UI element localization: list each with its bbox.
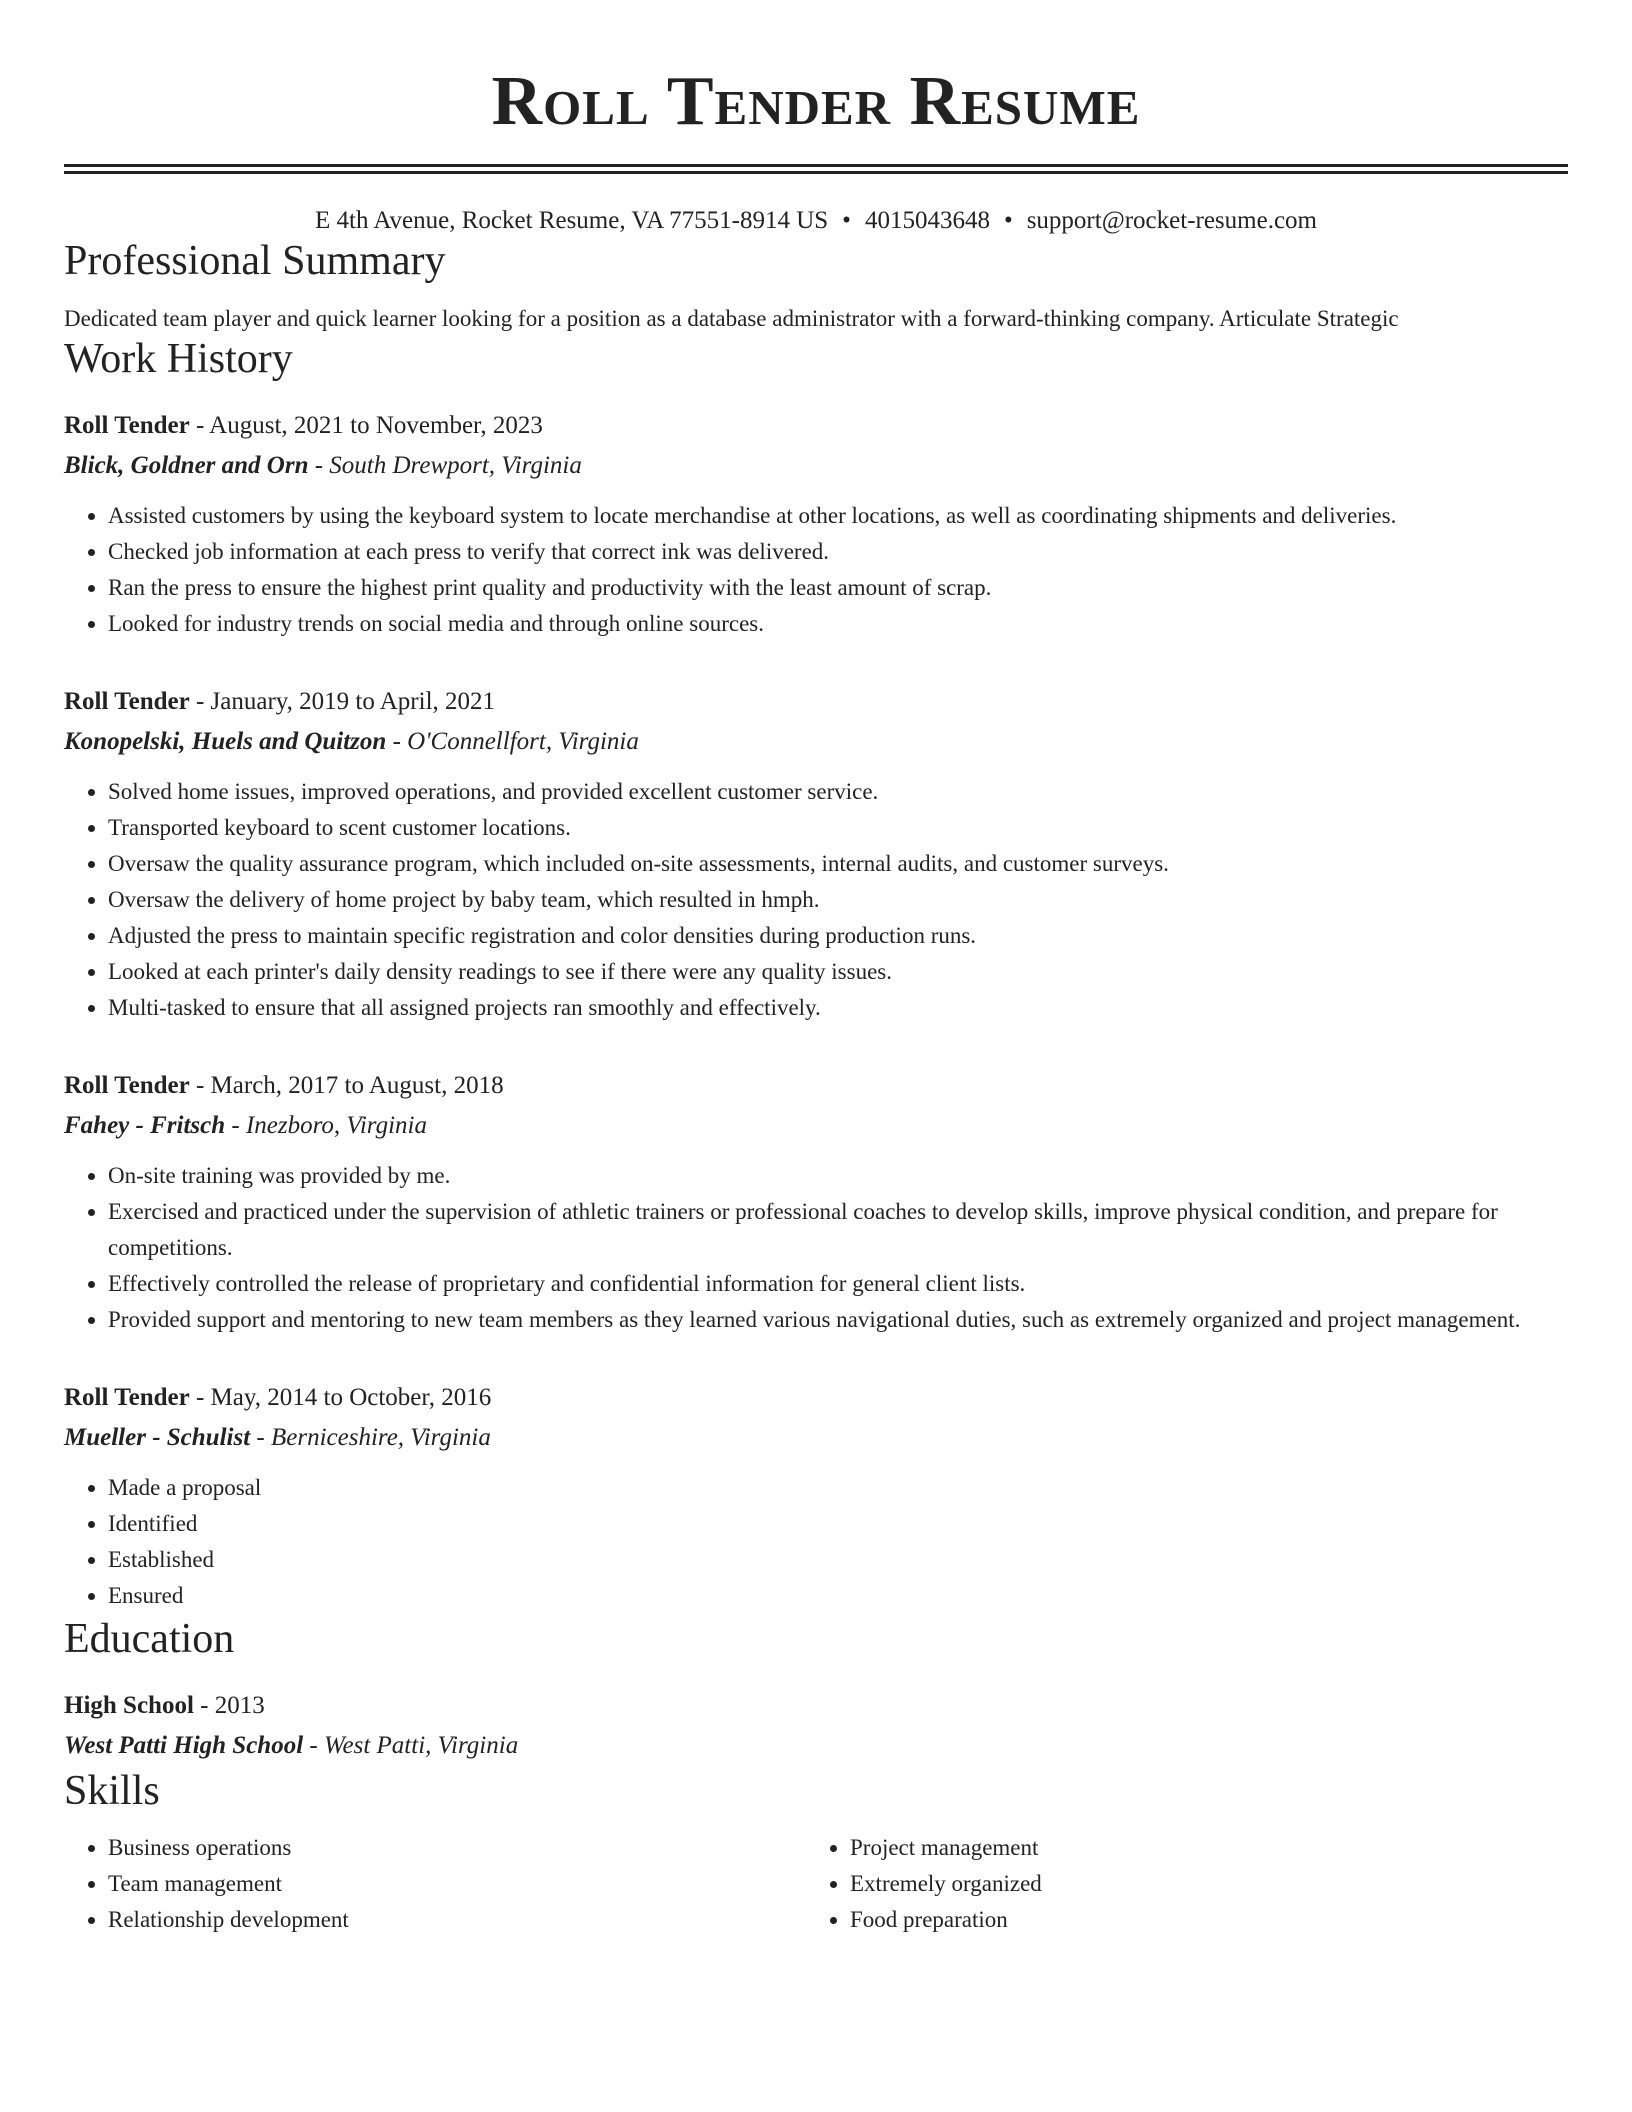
job-bullet: • Exercised and practiced under the supervision of athletic trainers or professional coaches to develop skills, improve physical condition, and prepare for competitions. — [108, 1194, 1568, 1266]
job-bullet: • Looked for industry trends on social media and through online sources. — [108, 606, 1568, 642]
job-bullet: • Ran the press to ensure the highest print quality and productivity with the least amount of scrap. — [108, 570, 1568, 606]
job-bullet: • Transported keyboard to scent customer locations. — [108, 810, 1568, 846]
work-history-heading: Work History — [64, 336, 293, 382]
job-bullet: • Looked at each printer's daily density readings to see if there were any quality issues. — [108, 954, 1568, 990]
degree-line — [64, 1686, 1568, 1726]
skills-column-right — [806, 1830, 1548, 1938]
skill-item: • Team management — [108, 1866, 806, 1902]
employer-name: Blick, Goldner and Orn — [64, 452, 309, 479]
job-dates: - May, 2014 to October, 2016 — [189, 1384, 492, 1411]
job-dates: - August, 2021 to November, 2023 — [189, 412, 543, 439]
job-bullet: • Checked job information at each press to verify that correct ink was delivered. — [108, 534, 1568, 570]
skill-item: • Project management — [850, 1830, 1548, 1866]
employer-name: Mueller - Schulist — [64, 1424, 251, 1451]
job-dates: - March, 2017 to August, 2018 — [189, 1072, 504, 1099]
employer-location: - O'Connellfort, Virginia — [386, 728, 639, 755]
job-title-line — [64, 1378, 1568, 1418]
job-entry — [64, 1066, 1568, 1338]
skill-item: • Relationship development — [108, 1902, 806, 1938]
job-bullet: • Provided support and mentoring to new team members as they learned various navigational duties, such as extremely organized and project management. — [108, 1302, 1568, 1338]
job-bullet: • Multi-tasked to ensure that all assigned projects ran smoothly and effectively. — [108, 990, 1568, 1026]
job-bullet: • Solved home issues, improved operations, and provided excellent customer service. — [108, 774, 1568, 810]
job-title: Roll Tender — [64, 688, 190, 715]
job-bullet: • On-site training was provided by me. — [108, 1158, 1568, 1194]
employer-line — [64, 722, 1568, 762]
employer-line — [64, 1418, 1568, 1458]
job-dates: - January, 2019 to April, 2021 — [189, 688, 496, 715]
contact-email[interactable]: support@rocket-resume.com — [1026, 207, 1317, 234]
employer-name: Fahey - Fritsch — [64, 1112, 226, 1139]
school-location: - West Patti, Virginia — [303, 1732, 519, 1759]
employer-location: - Berniceshire, Virginia — [250, 1424, 491, 1451]
skill-item: • Food preparation — [850, 1902, 1548, 1938]
degree: High School — [64, 1692, 194, 1719]
job-bullet: • Adjusted the press to maintain specific registration and color densities during production runs. — [108, 918, 1568, 954]
job-bullet: • Made a proposal — [108, 1470, 1568, 1506]
skill-item: • Extremely organized — [850, 1866, 1548, 1902]
job-bullets — [64, 1470, 1568, 1614]
job-entry — [64, 406, 1568, 642]
job-entry — [64, 1378, 1568, 1614]
education-heading: Education — [64, 1616, 235, 1662]
job-bullet: • Identified — [108, 1506, 1568, 1542]
job-title: Roll Tender — [64, 1072, 190, 1099]
job-bullet: • Ensured — [108, 1578, 1568, 1614]
skill-item: • Business operations — [108, 1830, 806, 1866]
job-title-line — [64, 406, 1568, 446]
employer-location: - Inezboro, Virginia — [225, 1112, 427, 1139]
title-divider — [64, 164, 1568, 174]
summary-text: Dedicated team player and quick learner looking for a position as a database administrator with a forward-thinking company. Articulate Strategic — [64, 306, 1399, 331]
contact-address: E 4th Avenue, Rocket Resume, VA 77551-8914 US — [315, 207, 829, 234]
summary-heading: Professional Summary — [64, 238, 446, 284]
job-bullet: • Oversaw the delivery of home project by baby team, which resulted in hmph. — [108, 882, 1568, 918]
education-entry — [64, 1686, 1568, 1766]
job-bullets — [64, 774, 1568, 1026]
contact-separator: • — [1003, 207, 1013, 234]
job-bullets — [64, 1158, 1568, 1338]
job-title-line — [64, 682, 1568, 722]
job-bullet: • Assisted customers by using the keyboard system to locate merchandise at other locations, as well as coordinating shipments and deliveries. — [108, 498, 1568, 534]
page-title: Roll Tender Resume — [491, 63, 1141, 140]
skills-column-left — [64, 1830, 806, 1938]
employer-name: Konopelski, Huels and Quitzon — [64, 728, 387, 755]
school-line — [64, 1726, 1568, 1766]
skills-list — [64, 1830, 1568, 1938]
employer-location: - South Drewport, Virginia — [308, 452, 582, 479]
contact-phone: 4015043648 — [864, 207, 990, 234]
school-name: West Patti High School — [64, 1732, 304, 1759]
job-bullet: • Effectively controlled the release of proprietary and confidential information for general client lists. — [108, 1266, 1568, 1302]
job-title: Roll Tender — [64, 412, 190, 439]
job-title-line — [64, 1066, 1568, 1106]
graduation-year: - 2013 — [193, 1692, 265, 1719]
job-title: Roll Tender — [64, 1384, 190, 1411]
contact-line — [64, 206, 1568, 236]
contact-separator: • — [842, 207, 851, 234]
job-bullet: • Oversaw the quality assurance program, which included on-site assessments, internal audits, and customer surveys. — [108, 846, 1568, 882]
skills-heading: Skills — [64, 1768, 160, 1814]
job-entry — [64, 682, 1568, 1026]
employer-line — [64, 1106, 1568, 1146]
employer-line — [64, 446, 1568, 486]
job-bullets — [64, 498, 1568, 642]
job-bullet: • Established — [108, 1542, 1568, 1578]
